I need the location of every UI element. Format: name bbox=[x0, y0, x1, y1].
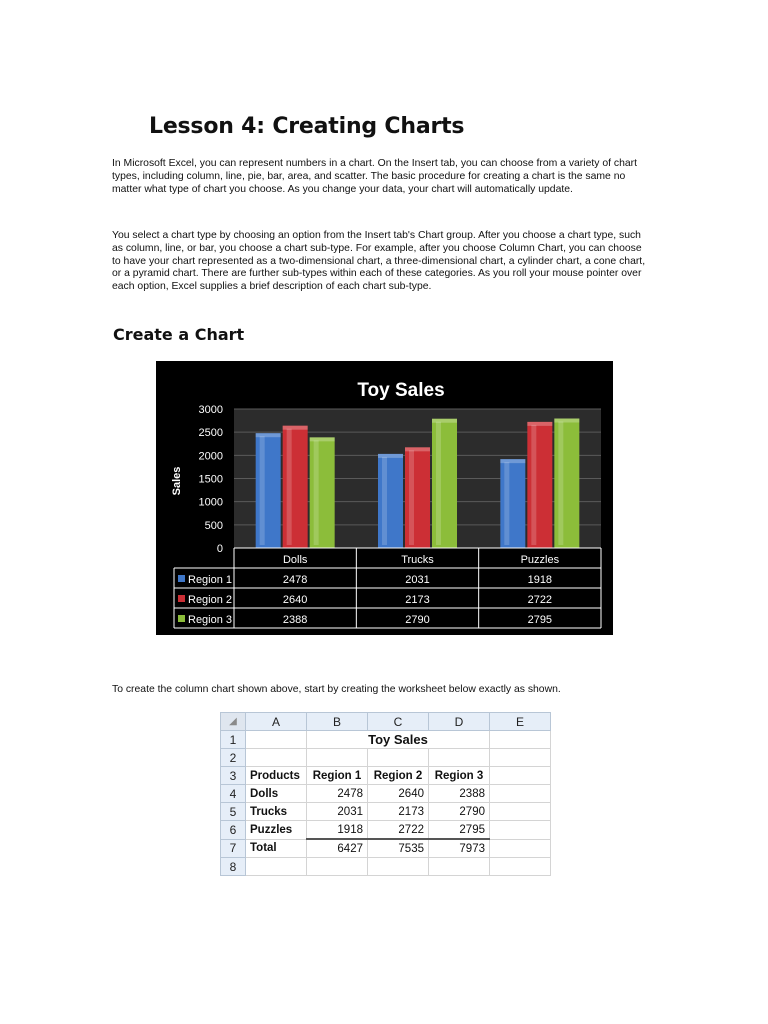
cell[interactable] bbox=[246, 749, 307, 767]
column-header-a[interactable]: A bbox=[246, 713, 307, 731]
bar-cap bbox=[256, 433, 281, 437]
bar-cap bbox=[527, 422, 552, 426]
cell[interactable] bbox=[307, 749, 368, 767]
bar bbox=[432, 419, 457, 548]
category-label: Trucks bbox=[401, 554, 434, 566]
column-header-c[interactable]: C bbox=[368, 713, 429, 731]
y-axis-label: Sales bbox=[171, 466, 183, 496]
cell[interactable]: 2173 bbox=[368, 803, 429, 821]
legend-key bbox=[178, 575, 185, 582]
cell[interactable]: Products bbox=[246, 767, 307, 785]
category-label: Puzzles bbox=[520, 554, 560, 566]
bar bbox=[527, 422, 552, 548]
data-label: 2031 bbox=[405, 574, 430, 586]
row-header[interactable]: 7 bbox=[221, 839, 246, 858]
cell[interactable]: Puzzles bbox=[246, 821, 307, 840]
bar-highlight bbox=[531, 425, 536, 545]
cell[interactable]: Total bbox=[246, 839, 307, 858]
cell[interactable] bbox=[368, 858, 429, 876]
bar-highlight bbox=[558, 421, 563, 545]
cell[interactable] bbox=[490, 858, 551, 876]
cell[interactable]: 2795 bbox=[429, 821, 490, 840]
y-tick-label: 0 bbox=[216, 543, 223, 555]
data-label: 2173 bbox=[405, 594, 430, 606]
bar bbox=[500, 459, 525, 548]
bar-highlight bbox=[409, 450, 414, 545]
cell[interactable]: Trucks bbox=[246, 803, 307, 821]
cell[interactable]: 2388 bbox=[429, 785, 490, 803]
table-row bbox=[221, 767, 551, 785]
bar-highlight bbox=[504, 462, 509, 545]
select-all-corner[interactable]: ◢ bbox=[221, 713, 246, 731]
row-header[interactable]: 5 bbox=[221, 803, 246, 821]
row-header[interactable]: 8 bbox=[221, 858, 246, 876]
table-row bbox=[221, 803, 551, 821]
bar-highlight bbox=[287, 429, 292, 545]
cell[interactable] bbox=[429, 749, 490, 767]
cell[interactable] bbox=[246, 731, 307, 749]
bar-highlight bbox=[382, 457, 387, 545]
cell[interactable] bbox=[490, 731, 551, 749]
cell[interactable] bbox=[490, 785, 551, 803]
bar bbox=[405, 447, 430, 548]
bar-cap bbox=[283, 426, 308, 430]
table-row bbox=[221, 821, 551, 840]
bar-cap bbox=[432, 419, 457, 423]
cell[interactable] bbox=[368, 749, 429, 767]
row-header[interactable]: 2 bbox=[221, 749, 246, 767]
cell[interactable] bbox=[490, 767, 551, 785]
table-row bbox=[221, 731, 551, 749]
sheet-title-cell[interactable]: Toy Sales bbox=[307, 731, 490, 749]
bar bbox=[554, 418, 579, 548]
cell[interactable]: 2031 bbox=[307, 803, 368, 821]
cell[interactable] bbox=[490, 749, 551, 767]
cell[interactable] bbox=[490, 821, 551, 840]
cell[interactable] bbox=[246, 858, 307, 876]
worksheet-intro: To create the column chart shown above, start by creating the worksheet below exactly as shown. bbox=[112, 684, 561, 695]
bar-cap bbox=[310, 437, 335, 441]
bar bbox=[378, 454, 403, 548]
y-tick-label: 2000 bbox=[198, 450, 223, 463]
bar-highlight bbox=[436, 422, 441, 545]
cell[interactable]: Region 2 bbox=[368, 767, 429, 785]
data-label: 2795 bbox=[527, 614, 553, 626]
bar bbox=[310, 437, 335, 548]
bar-cap bbox=[500, 459, 525, 463]
data-label: 2790 bbox=[405, 614, 430, 626]
row-header[interactable]: 3 bbox=[221, 767, 246, 785]
cell[interactable]: 7535 bbox=[368, 839, 429, 858]
table-row bbox=[221, 785, 551, 803]
section-title: Create a Chart bbox=[113, 325, 245, 344]
bar bbox=[256, 433, 281, 548]
cell[interactable]: 6427 bbox=[307, 839, 368, 858]
y-tick-label: 2500 bbox=[198, 427, 223, 440]
cell[interactable] bbox=[429, 858, 490, 876]
legend-entry: Region 2 bbox=[188, 594, 233, 606]
cell[interactable] bbox=[490, 803, 551, 821]
bar-highlight bbox=[314, 440, 319, 545]
data-label: 2722 bbox=[527, 594, 553, 606]
legend-entry: Region 1 bbox=[188, 574, 233, 586]
intro-paragraph: In Microsoft Excel, you can represent numbers in a chart. On the Insert tab, you can choose from a variety of chart types, including column, line, pie, bar, area, and scatter. The basic procedure for creating a chart is the same no matter what type of chart you choose. As you change your data, your chart will automatically update. bbox=[112, 158, 637, 195]
worksheet bbox=[220, 712, 551, 876]
column-header-d[interactable]: D bbox=[429, 713, 490, 731]
cell[interactable]: 2722 bbox=[368, 821, 429, 840]
cell[interactable]: Region 1 bbox=[307, 767, 368, 785]
legend-entry: Region 3 bbox=[188, 614, 233, 626]
row-header[interactable]: 6 bbox=[221, 821, 246, 840]
cell[interactable]: 7973 bbox=[429, 839, 490, 858]
chart-title: Toy Sales bbox=[357, 380, 445, 401]
bar-highlight bbox=[260, 436, 265, 545]
y-tick-label: 1500 bbox=[198, 473, 223, 486]
toy-sales-chart bbox=[156, 361, 613, 635]
column-header-e[interactable]: E bbox=[490, 713, 551, 731]
cell[interactable] bbox=[307, 858, 368, 876]
row-header[interactable]: 4 bbox=[221, 785, 246, 803]
legend-key bbox=[178, 595, 185, 602]
column-header-b[interactable]: B bbox=[307, 713, 368, 731]
data-label: 2388 bbox=[282, 614, 308, 626]
data-label: 2478 bbox=[282, 574, 308, 586]
cell[interactable]: 2478 bbox=[307, 785, 368, 803]
y-tick-label: 3000 bbox=[198, 404, 223, 416]
y-tick-label: 500 bbox=[204, 519, 223, 532]
y-tick-label: 1000 bbox=[198, 496, 223, 509]
bar-cap bbox=[405, 447, 430, 451]
cell[interactable]: 2790 bbox=[429, 803, 490, 821]
chart-canvas bbox=[156, 361, 613, 635]
cell[interactable]: 1918 bbox=[307, 821, 368, 840]
chart-type-paragraph: You select a chart type by choosing an option from the Insert tab's Chart group. After you choose a chart type, such as column, line, or bar, you choose a chart sub-type. For example, after you choose Column Chart, you can choose to have your chart represented as a two-dimensional chart, a three-dimensional chart, a cylinder chart, a cone chart, or a pyramid chart. There are further sub-types within each of these categories. As you roll your mouse pointer over each option, Excel supplies a brief description of each chart sub-type. bbox=[112, 230, 646, 293]
table-row bbox=[221, 858, 551, 876]
lesson-title: Lesson 4: Creating Charts bbox=[149, 114, 465, 139]
bar-cap bbox=[378, 454, 403, 458]
legend-key bbox=[178, 615, 185, 622]
table-row bbox=[221, 839, 551, 858]
cell[interactable]: 2640 bbox=[368, 785, 429, 803]
table-row bbox=[221, 749, 551, 767]
category-label: Dolls bbox=[282, 554, 308, 566]
column-header-row bbox=[221, 713, 551, 731]
data-label: 1918 bbox=[527, 574, 553, 586]
row-header[interactable]: 1 bbox=[221, 731, 246, 749]
bar-cap bbox=[554, 418, 579, 422]
cell[interactable]: Region 3 bbox=[429, 767, 490, 785]
data-label: 2640 bbox=[282, 594, 308, 606]
cell[interactable]: Dolls bbox=[246, 785, 307, 803]
bar bbox=[283, 426, 308, 548]
cell[interactable] bbox=[490, 839, 551, 858]
